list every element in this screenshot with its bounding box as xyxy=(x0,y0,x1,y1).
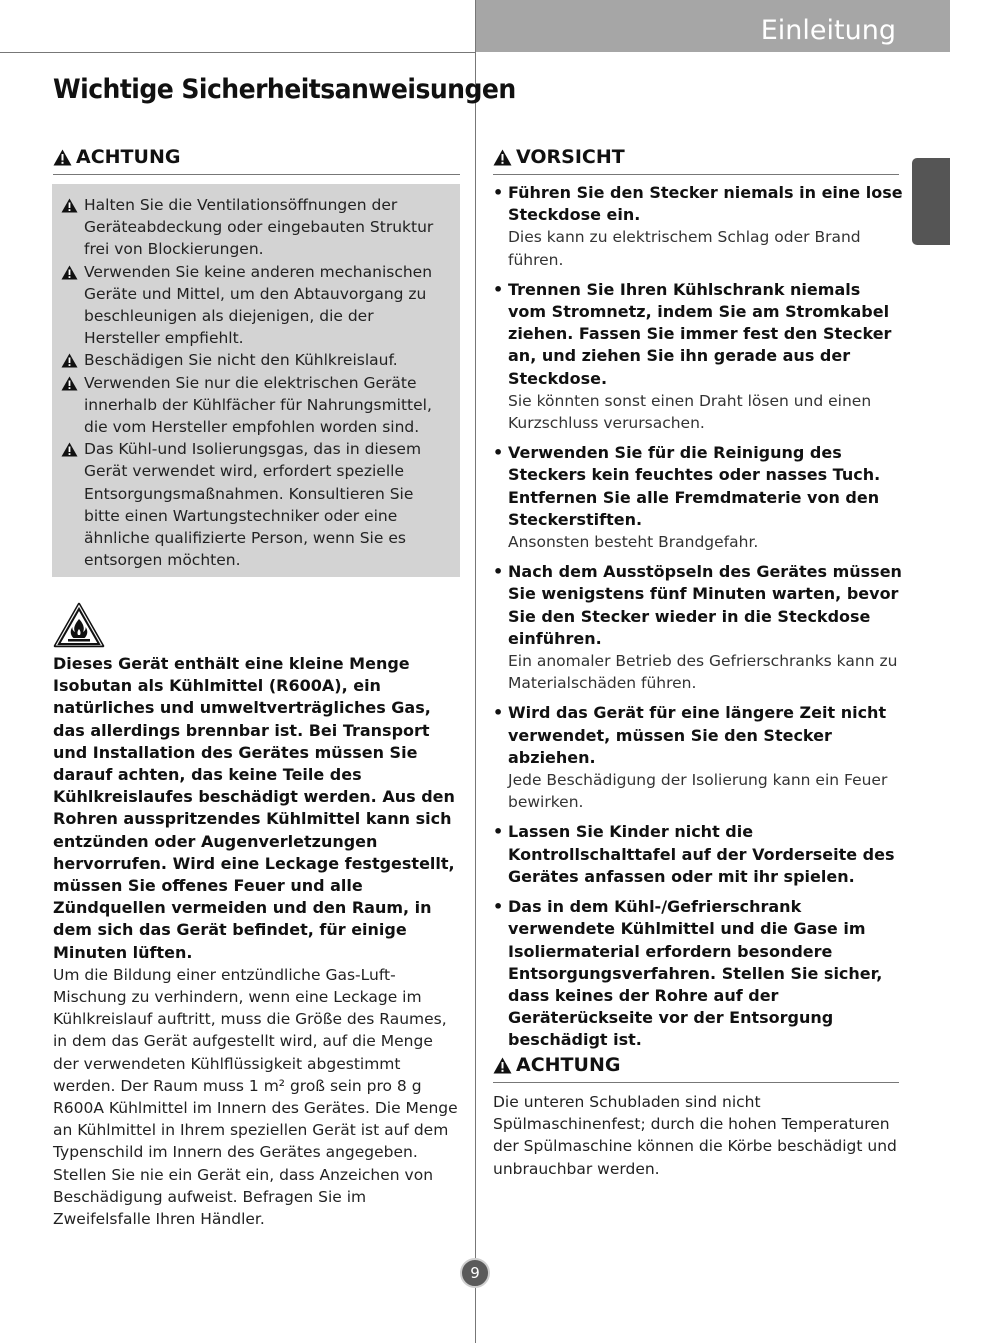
vorsicht-heading-rule xyxy=(493,174,899,175)
list-item xyxy=(493,896,903,1051)
achtung-heading-rule xyxy=(53,174,460,175)
achtung-item-text: Halten Sie die Ventilationsöffnungen der Geräteabdeckung oder eingebauten Struktur frei von Blockierungen. xyxy=(84,196,434,259)
vorsicht-item-note: Sie könnten sonst einen Draht lösen und einen Kurzschluss verursachen. xyxy=(508,391,872,433)
achtung-list xyxy=(61,194,451,571)
achtung-item-text: Verwenden Sie keine anderen mechanischen Geräte und Mittel, um den Abtauvorgang zu beschleunigen als diejenigen, die der Hersteller empfiehlt. xyxy=(84,262,433,348)
vorsicht-item-bold: • Verwenden Sie für die Reinigung des Steckers kein feuchtes oder nasses Tuch. Entfernen Sie alle Fremdmaterie von den Steckerstiften. xyxy=(508,443,881,529)
flammable-closing-text: Stellen Sie nie ein Gerät ein, dass Anzeichen von Beschädigung aufweist. Befragen Sie im Zweifelsfalle Ihren Händler. xyxy=(53,1165,434,1229)
warning-icon xyxy=(61,353,78,368)
vorsicht-item-bold: • Nach dem Ausstöpseln des Gerätes müssen Sie wenigstens fünf Minuten warten, bevor Sie den Stecker wieder in die Steckdose einführen. xyxy=(508,562,902,648)
achtung-heading-left xyxy=(53,146,180,168)
list-item xyxy=(493,821,903,888)
vorsicht-item-bold: • Führen Sie den Stecker niemals in eine lose Steckdose ein. xyxy=(508,183,903,225)
vorsicht-item-bold: • Das in dem Kühl-/Gefrierschrank verwendete Kühlmittel und die Gase im Isoliermaterial erfordern besondere Entsorgungsverfahren. Stellen Sie sicher, dass keines der Rohre auf der Geräterückseite vor der Entsorgung beschädigt ist. xyxy=(508,897,883,1050)
warning-icon xyxy=(61,198,78,213)
page-number: 9 xyxy=(460,1258,490,1288)
flammable-normal-text: Um die Bildung einer entzündliche Gas-Luft-Mischung zu verhindern, wenn eine Leckage im Kühlkreislauf auftritt, muss die Größe des Raumes, in dem das Gerät aufgestellt wird, auf die Menge der verwendeten Kühlflüssigkeit abgestimmt werden. Der Raum muss 1 m² groß sein pro 8 g R600A Kühlmittel im Innern des Gerätes. Die Menge an Kühlmittel in Ihrem speziellen Gerät ist auf dem Typenschild im Innern des Gerätes angegeben. xyxy=(53,965,458,1162)
warning-icon xyxy=(53,149,72,166)
list-item xyxy=(61,438,451,571)
warning-icon xyxy=(61,442,78,457)
vorsicht-list xyxy=(493,182,903,1060)
achtung-item-text: Beschädigen Sie nicht den Kühlkreislauf. xyxy=(84,351,398,370)
achtung-right-text: Die unteren Schubladen sind nicht Spülmaschinenfest; durch die hohen Temperaturen der Spülmaschine können die Körbe beschädigt und unbrauchbar werden. xyxy=(493,1093,897,1178)
vorsicht-heading xyxy=(493,146,625,168)
warning-icon xyxy=(493,149,512,166)
list-item xyxy=(493,561,903,694)
achtung-heading-label: ACHTUNG xyxy=(76,146,181,168)
warning-icon xyxy=(61,376,78,391)
vorsicht-item-note: Jede Beschädigung der Isolierung kann ein Feuer bewirken. xyxy=(508,771,888,812)
vorsicht-heading-label: VORSICHT xyxy=(516,146,625,168)
language-tab xyxy=(912,158,1002,245)
list-item xyxy=(61,261,451,350)
vorsicht-item-note: Dies kann zu elektrischem Schlag oder Brand führen. xyxy=(508,228,861,269)
flammable-bold-text: Dieses Gerät enthält eine kleine Menge Isobutan als Kühlmittel (R600A), ein natürliches und umweltverträgliches Gas, das allerdings brennbar ist. Bei Transport und Installation des Gerätes müssen Sie darauf achten, das keine Teile des Kühlkreislaufes beschädigt werden. Aus den Rohren ausspritzendes Kühlmittel kann sich entzünden oder Augenverletzungen hervorrufen. Wird eine Leckage festgestellt, müssen Sie offenes Feuer und alle Zündquellen vermeiden und den Raum, in dem sich das Gerät befindet, für einige Minuten lüften. xyxy=(53,654,455,962)
vorsicht-item-bold: • Lassen Sie Kinder nicht die Kontrollschalttafel auf der Vorderseite des Gerätes anfassen oder mit ihr spielen. xyxy=(508,822,895,886)
achtung-item-text: Das Kühl-und Isolierungsgas, das in diesem Gerät verwendet wird, erfordert spezielle Entsorgungsmaßnahmen. Konsultieren Sie bitte einen Wartungstechniker oder eine ähnliche qualifizierte Person, wenn Sie es entsorgen möchten. xyxy=(84,440,422,570)
header-rule xyxy=(0,52,475,53)
list-item xyxy=(61,194,451,261)
page-title: Wichtige Sicherheitsanweisungen xyxy=(53,74,516,105)
list-item xyxy=(493,702,903,813)
list-item xyxy=(61,372,451,439)
list-item xyxy=(493,182,903,271)
vorsicht-item-note: Ansonsten besteht Brandgefahr. xyxy=(508,533,759,552)
achtung-heading-label: ACHTUNG xyxy=(516,1054,621,1076)
vorsicht-item-bold: • Trennen Sie Ihren Kühlschrank niemals vom Stromnetz, indem Sie am Stromkabel ziehen. Fassen Sie immer fest den Stecker an, und ziehen Sie ihn gerade aus der Steckdose. xyxy=(508,279,892,388)
achtung-item-text: Verwenden Sie nur die elektrischen Geräte innerhalb der Kühlfächer für Nahrungsmittel, die vom Hersteller empfohlen worden sind. xyxy=(84,373,432,437)
warning-icon xyxy=(61,265,78,280)
vorsicht-item-bold: • Wird das Gerät für eine längere Zeit nicht verwendet, müssen Sie den Stecker abziehen. xyxy=(508,703,887,767)
flammable-text xyxy=(53,653,458,1230)
list-item xyxy=(493,279,903,434)
column-divider xyxy=(475,0,476,1343)
section-header-bar xyxy=(476,0,950,52)
achtung-heading-right xyxy=(493,1054,620,1076)
vorsicht-item-note: Ein anomaler Betrieb des Gefrierschranks kann zu Materialschäden führen. xyxy=(508,652,898,693)
warning-icon xyxy=(493,1057,512,1074)
flammable-warning-icon xyxy=(53,602,105,648)
language-tab-label: DEUTSCH xyxy=(986,162,1002,231)
list-item xyxy=(493,442,903,553)
achtung-heading-rule xyxy=(493,1082,899,1083)
section-title: Einleitung xyxy=(760,15,896,46)
list-item xyxy=(61,349,451,371)
